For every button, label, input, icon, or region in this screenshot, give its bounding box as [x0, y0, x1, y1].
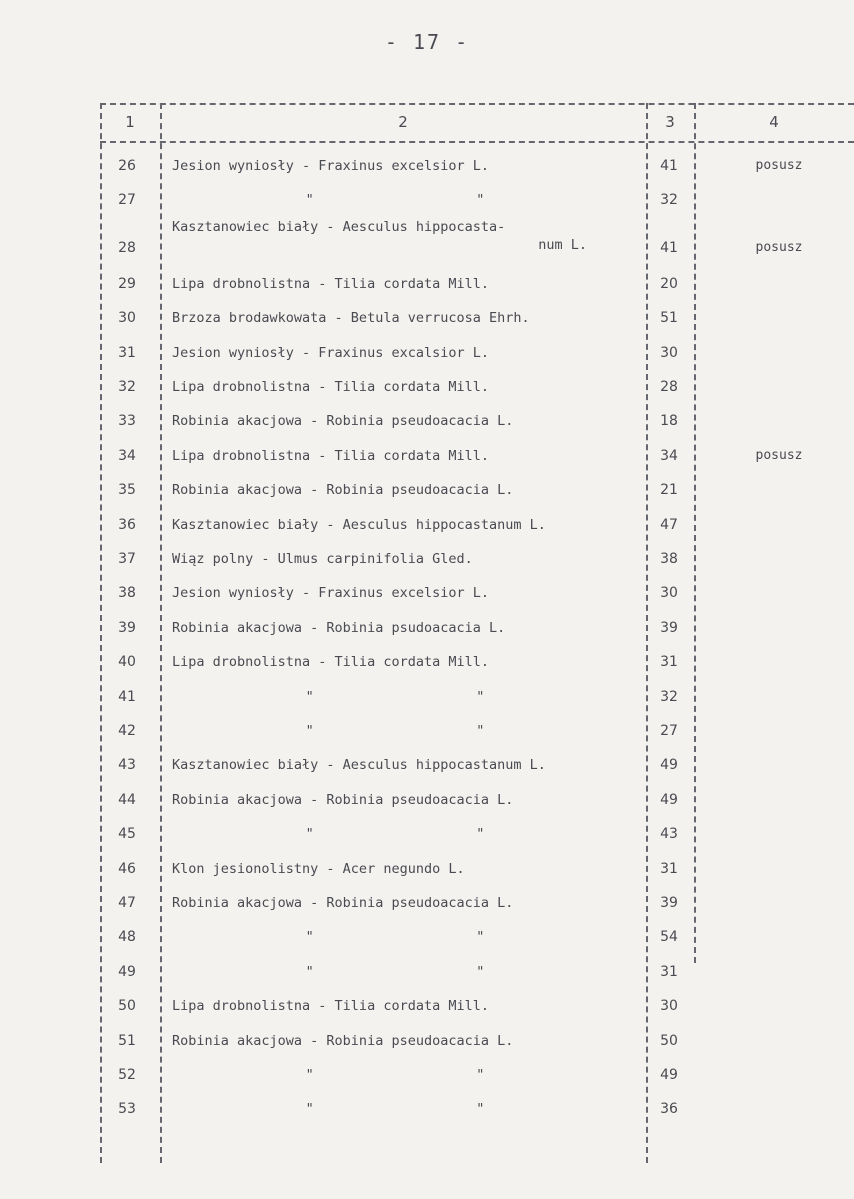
row-number: 48 [118, 929, 136, 946]
tree-species-name: Robinia akacjowa - Robinia pseudoacacia L. [172, 413, 514, 430]
table-row [100, 886, 854, 920]
tree-species-name: Wiąz polny - Ulmus carpinifolia Gled. [172, 551, 473, 567]
row-number: 41 [118, 688, 136, 705]
row-number: 40 [118, 654, 136, 671]
tree-species-name: Jesion wyniosły - Fraxinus excalsior L. [172, 344, 489, 361]
table-row [100, 748, 854, 782]
circumference-value: 30 [660, 998, 678, 1015]
table-row [100, 508, 854, 542]
circumference-value: 47 [660, 516, 678, 533]
circumference-value: 32 [660, 192, 678, 209]
circumference-value: 54 [660, 929, 678, 946]
tree-species-name: Lipa drobnolistna - Tilia cordata Mill. [172, 275, 489, 292]
table-row [100, 336, 854, 370]
table-row [100, 473, 854, 507]
row-number: 34 [118, 447, 136, 464]
circumference-value: 31 [660, 860, 678, 877]
table-row [100, 149, 854, 183]
header-divider [100, 141, 854, 143]
circumference-value: 30 [660, 585, 678, 602]
tree-species-name: Robinia akacjowa - Robinia psudoacacia L. [172, 619, 506, 636]
tree-species-name: " " [305, 192, 485, 209]
row-number: 52 [118, 1067, 136, 1083]
tree-species-name-line2: num L. [538, 236, 587, 253]
circumference-value: 41 [660, 239, 678, 256]
circumference-value: 30 [660, 344, 678, 361]
tree-species-name: " " [305, 963, 485, 980]
row-number: 50 [118, 998, 136, 1015]
row-number: 49 [118, 963, 136, 980]
tree-species-name: " " [305, 723, 485, 739]
table-row [100, 404, 854, 438]
circumference-value: 27 [660, 723, 678, 739]
table-top-border [100, 103, 854, 105]
table-row [100, 301, 854, 335]
tree-species-name: Lipa drobnolistna - Tilia cordata Mill. [172, 379, 489, 395]
circumference-value: 21 [660, 482, 678, 499]
circumference-value: 28 [660, 379, 678, 395]
tree-species-name: Robinia akacjowa - Robinia pseudoacacia L. [172, 895, 514, 911]
table-row [100, 852, 854, 886]
tree-species-name: " " [305, 688, 485, 705]
row-number: 36 [118, 516, 136, 533]
table-row [100, 1058, 854, 1092]
table-row [100, 542, 854, 576]
row-number: 44 [118, 791, 136, 808]
row-number: 42 [118, 723, 136, 739]
tree-species-name: Lipa drobnolistna - Tilia cordata Mill. [172, 447, 489, 464]
circumference-value: 49 [660, 1067, 678, 1083]
circumference-value: 50 [660, 1032, 678, 1049]
row-number: 32 [118, 379, 136, 395]
circumference-value: 18 [660, 413, 678, 430]
tree-species-name: Robinia akacjowa - Robinia pseudoacacia L. [172, 482, 514, 499]
table-row [100, 920, 854, 954]
row-number: 47 [118, 895, 136, 911]
tree-species-name: Jesion wyniosły - Fraxinus excelsior L. [172, 158, 489, 174]
tree-species-name: " " [305, 1101, 485, 1118]
circumference-value: 36 [660, 1101, 678, 1118]
circumference-value: 31 [660, 963, 678, 980]
row-number: 37 [118, 551, 136, 567]
row-number: 53 [118, 1101, 136, 1118]
row-number: 28 [118, 239, 136, 256]
tree-species-name: Robinia akacjowa - Robinia pseudoacacia L. [172, 1032, 514, 1049]
tree-species-name [172, 218, 642, 254]
table-row [100, 218, 854, 267]
row-number: 31 [118, 344, 136, 361]
table-row [100, 955, 854, 989]
header-col-2: 2 [398, 113, 408, 131]
table-row [100, 817, 854, 851]
tree-species-name: Brzoza brodawkowata - Betula verrucosa Ehrh. [172, 310, 530, 327]
row-number: 45 [118, 826, 136, 843]
table-row [100, 439, 854, 473]
tree-species-name: Lipa drobnolistna - Tilia cordata Mill. [172, 998, 489, 1015]
header-col-4: 4 [769, 113, 779, 131]
remark: posusz [755, 158, 803, 173]
tree-species-name: " " [305, 929, 485, 946]
header-col-3: 3 [665, 113, 675, 131]
table-row [100, 183, 854, 217]
circumference-value: 49 [660, 791, 678, 808]
tree-species-name: Kasztanowiec biały - Aesculus hippocastanum L. [172, 516, 546, 533]
header-col-1: 1 [125, 113, 135, 131]
tree-species-name: Robinia akacjowa - Robinia pseudoacacia L. [172, 791, 514, 808]
table-row [100, 645, 854, 679]
circumference-value: 41 [660, 158, 678, 174]
row-number: 26 [118, 158, 136, 174]
row-number: 51 [118, 1032, 136, 1049]
tree-species-name-line1: Kasztanowiec biały - Aesculus hippocasta- [172, 218, 506, 235]
row-number: 46 [118, 860, 136, 877]
row-number: 30 [118, 310, 136, 327]
circumference-value: 32 [660, 688, 678, 705]
page-number: - 17 - [384, 30, 470, 54]
tree-species-name: Klon jesionolistny - Acer negundo L. [172, 860, 465, 877]
table-row [100, 989, 854, 1023]
table-row [100, 370, 854, 404]
tree-species-name: Jesion wyniosły - Fraxinus excelsior L. [172, 585, 489, 602]
tree-species-name: " " [305, 826, 485, 843]
circumference-value: 49 [660, 757, 678, 774]
row-number: 43 [118, 757, 136, 774]
row-number: 39 [118, 619, 136, 636]
circumference-value: 38 [660, 551, 678, 567]
tree-species-name: Lipa drobnolistna - Tilia cordata Mill. [172, 654, 489, 671]
table-row [100, 267, 854, 301]
table-row [100, 1024, 854, 1058]
circumference-value: 34 [660, 447, 678, 464]
row-number: 38 [118, 585, 136, 602]
tree-species-name: " " [305, 1067, 485, 1083]
circumference-value: 39 [660, 619, 678, 636]
circumference-value: 51 [660, 310, 678, 327]
circumference-value: 31 [660, 654, 678, 671]
row-number: 33 [118, 413, 136, 430]
table-row [100, 1092, 854, 1126]
tree-inventory-table [100, 103, 854, 1163]
row-number: 35 [118, 482, 136, 499]
table-row [100, 611, 854, 645]
table-row [100, 576, 854, 610]
table-row [100, 680, 854, 714]
remark: posusz [755, 239, 803, 255]
circumference-value: 43 [660, 826, 678, 843]
remark: posusz [755, 447, 803, 463]
table-row [100, 714, 854, 748]
row-number: 27 [118, 192, 136, 209]
tree-species-name: Kasztanowiec biały - Aesculus hippocastanum L. [172, 757, 546, 774]
table-row [100, 783, 854, 817]
circumference-value: 39 [660, 895, 678, 911]
row-number: 29 [118, 275, 136, 292]
circumference-value: 20 [660, 275, 678, 292]
